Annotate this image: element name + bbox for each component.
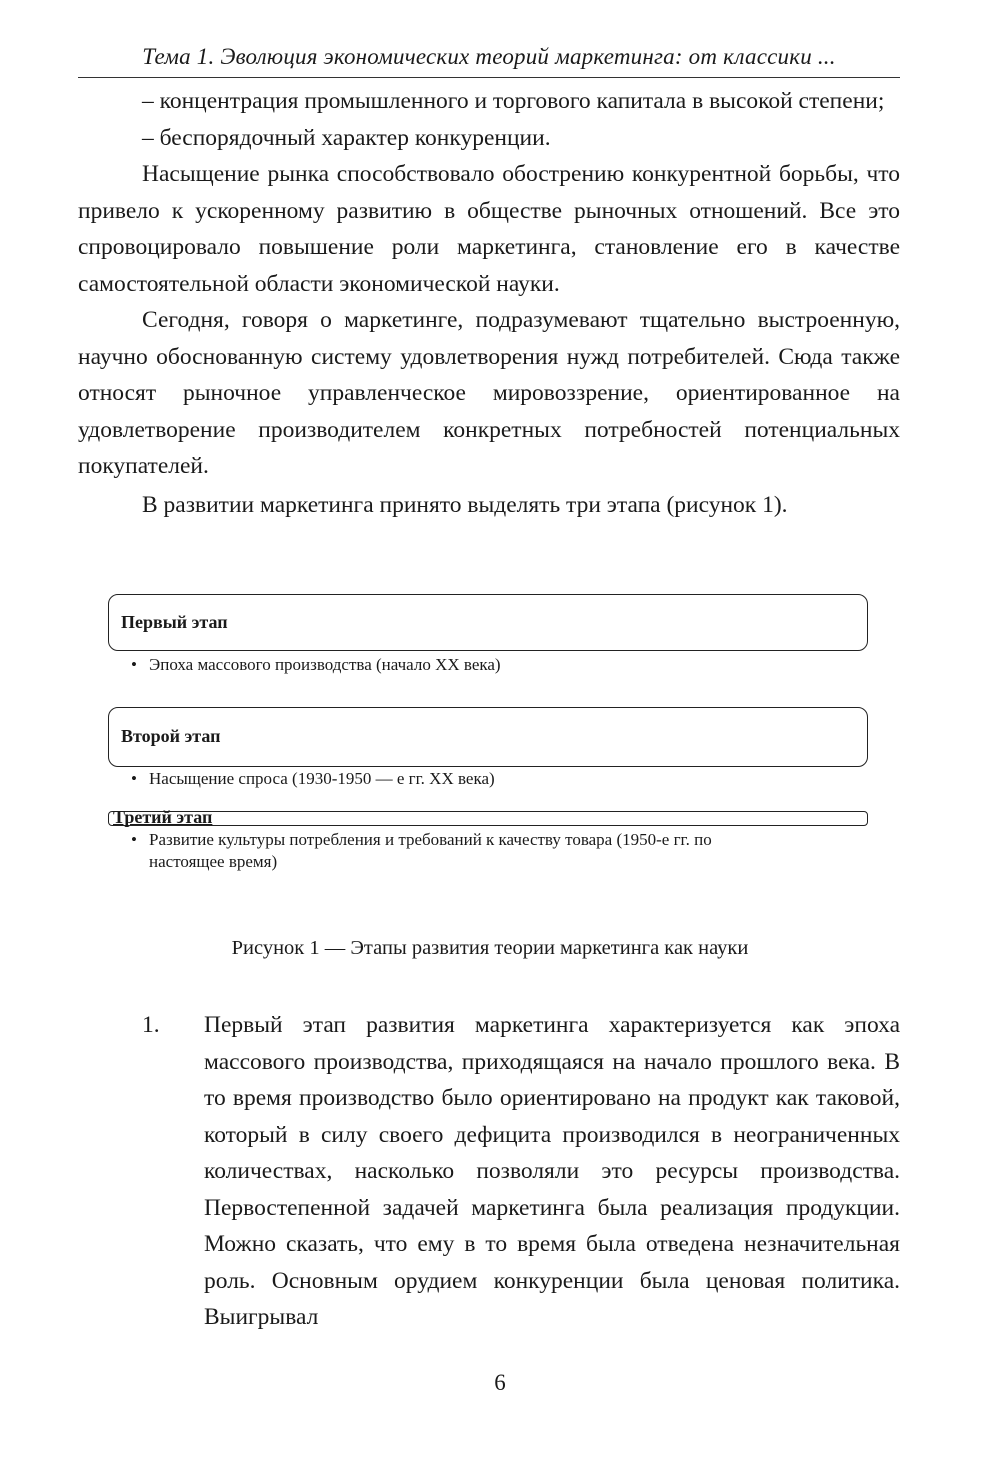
item-text: Первый этап развития маркетинга характеризуется как эпоха массового производства, приходящаяся на начало прошлого века. В то время производство было ориентировано на продукт как таковой, который в силу своего дефицита производился в неограниченных количествах, насколько позволяли это ресурсы производства. Первостепенной задачей маркетинга была реализация продукции. Можно сказать, что ему в то время была отведена незначительная роль. Основным орудием конкуренции была ценовая политика. Выигрывал bbox=[204, 1012, 900, 1330]
stage-bullet-text-3b: настоящее время) bbox=[149, 852, 278, 871]
paragraph: В развитии маркетинга принято выделять три этапа (рисунок 1). bbox=[142, 491, 788, 518]
figure-caption: Рисунок 1 — Этапы развития теории маркетинга как науки bbox=[231, 937, 749, 959]
stage-bullet-text-1: Эпоха массового производства (начало XX века) bbox=[149, 655, 501, 674]
stage-bullet-text-3a: Развитие культуры потребления и требований к качеству товара (1950-е гг. по bbox=[149, 830, 712, 849]
header-rule bbox=[78, 77, 900, 78]
bullet-icon: • bbox=[131, 769, 137, 788]
paragraph: Насыщение рынка способствовало обострению конкурентной борьбы, что привело к ускоренному развитию в обществе рыночных отношений. Все это спровоцировало повышение роли маркетинга, становление его в качестве самостоятельной области экономической науки. bbox=[78, 161, 900, 297]
running-header: Тема 1. Эволюция экономических теорий маркетинга: от классики ... bbox=[142, 44, 836, 69]
bullet-icon: • bbox=[131, 830, 137, 849]
stage-bullet-text-2: Насыщение спроса (1930-1950 — е гг. XX века) bbox=[149, 769, 495, 788]
stage-box-3 bbox=[108, 811, 868, 826]
page-number: 6 bbox=[494, 1370, 506, 1395]
stage-bullet-1 bbox=[131, 654, 871, 676]
item-number: 1. bbox=[142, 1012, 160, 1038]
stage-title-1: Первый этап bbox=[121, 612, 228, 632]
stage-box-2 bbox=[108, 707, 868, 767]
stage-bullet-3 bbox=[131, 829, 871, 873]
stage-title-3: Третий этап bbox=[113, 807, 213, 827]
paragraph: Сегодня, говоря о маркетинге, подразумевают тщательно выстроенную, научно обоснованную систему удовлетворения нужд потребителей. Сюда также относят рыночное управленческое мировоззрение, ориентированное на удовлетворение производителем конкретных потребностей потенциальных покупателей. bbox=[78, 307, 900, 479]
paragraph: – беспорядочный характер конкуренции. bbox=[142, 124, 551, 151]
stage-bullet-2 bbox=[131, 768, 871, 790]
body-text bbox=[78, 83, 900, 523]
stage-title-2: Второй этап bbox=[121, 726, 221, 746]
bullet-icon: • bbox=[131, 655, 137, 674]
numbered-item bbox=[78, 1007, 900, 1336]
paragraph: – концентрация промышленного и торгового капитала в высокой степени; bbox=[142, 88, 885, 114]
